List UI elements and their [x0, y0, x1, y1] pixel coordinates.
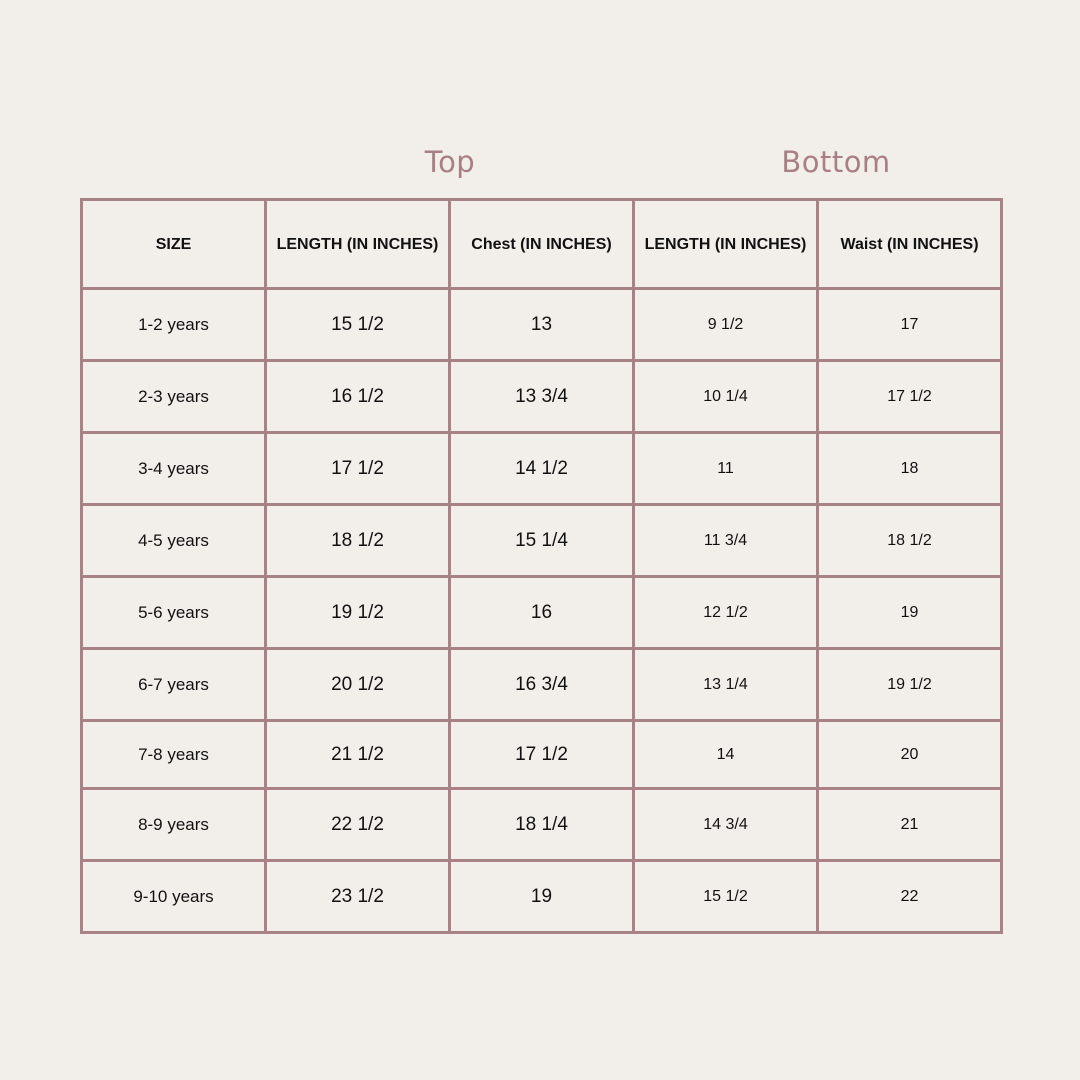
- top-length-cell: 15 1/2: [266, 289, 450, 361]
- top-group-heading: Top: [424, 145, 476, 179]
- size-chart-table: [80, 198, 1003, 934]
- table-row: [82, 577, 1002, 649]
- bottom-length-cell: 14 3/4: [634, 789, 818, 861]
- waist-cell: 17: [818, 289, 1002, 361]
- column-header-size: SIZE: [82, 200, 266, 289]
- table-row: [82, 289, 1002, 361]
- chest-cell: 14 1/2: [450, 433, 634, 505]
- bottom-length-cell: 14: [634, 721, 818, 789]
- waist-cell: 19 1/2: [818, 649, 1002, 721]
- table-row: [82, 433, 1002, 505]
- size-cell: 7-8 years: [82, 721, 266, 789]
- top-length-cell: 21 1/2: [266, 721, 450, 789]
- chest-cell: 15 1/4: [450, 505, 634, 577]
- top-length-cell: 20 1/2: [266, 649, 450, 721]
- bottom-length-cell: 11 3/4: [634, 505, 818, 577]
- column-header-chest: Chest (IN INCHES): [450, 200, 634, 289]
- waist-cell: 17 1/2: [818, 361, 1002, 433]
- chest-cell: 18 1/4: [450, 789, 634, 861]
- chest-cell: 13: [450, 289, 634, 361]
- size-cell: 5-6 years: [82, 577, 266, 649]
- size-cell: 9-10 years: [82, 861, 266, 933]
- size-cell: 1-2 years: [82, 289, 266, 361]
- waist-cell: 21: [818, 789, 1002, 861]
- table-row: [82, 721, 1002, 789]
- bottom-length-cell: 13 1/4: [634, 649, 818, 721]
- bottom-length-cell: 12 1/2: [634, 577, 818, 649]
- size-cell: 6-7 years: [82, 649, 266, 721]
- table-row: [82, 505, 1002, 577]
- top-length-cell: 23 1/2: [266, 861, 450, 933]
- size-cell: 3-4 years: [82, 433, 266, 505]
- size-cell: 8-9 years: [82, 789, 266, 861]
- waist-cell: 20: [818, 721, 1002, 789]
- column-header-top-length: LENGTH (IN INCHES): [266, 200, 450, 289]
- chest-cell: 16 3/4: [450, 649, 634, 721]
- bottom-length-cell: 11: [634, 433, 818, 505]
- column-header-waist: Waist (IN INCHES): [818, 200, 1002, 289]
- table-row: [82, 861, 1002, 933]
- waist-cell: 18 1/2: [818, 505, 1002, 577]
- table-row: [82, 649, 1002, 721]
- table-row: [82, 361, 1002, 433]
- chest-cell: 17 1/2: [450, 721, 634, 789]
- table-row: [82, 789, 1002, 861]
- top-length-cell: 19 1/2: [266, 577, 450, 649]
- waist-cell: 19: [818, 577, 1002, 649]
- waist-cell: 18: [818, 433, 1002, 505]
- top-length-cell: 16 1/2: [266, 361, 450, 433]
- chest-cell: 13 3/4: [450, 361, 634, 433]
- chest-cell: 16: [450, 577, 634, 649]
- header-row: [82, 200, 1002, 289]
- bottom-length-cell: 10 1/4: [634, 361, 818, 433]
- bottom-length-cell: 15 1/2: [634, 861, 818, 933]
- top-length-cell: 18 1/2: [266, 505, 450, 577]
- chest-cell: 19: [450, 861, 634, 933]
- bottom-group-heading: Bottom: [781, 145, 891, 179]
- top-length-cell: 22 1/2: [266, 789, 450, 861]
- size-cell: 2-3 years: [82, 361, 266, 433]
- bottom-length-cell: 9 1/2: [634, 289, 818, 361]
- size-cell: 4-5 years: [82, 505, 266, 577]
- waist-cell: 22: [818, 861, 1002, 933]
- top-length-cell: 17 1/2: [266, 433, 450, 505]
- column-header-bottom-length: LENGTH (IN INCHES): [634, 200, 818, 289]
